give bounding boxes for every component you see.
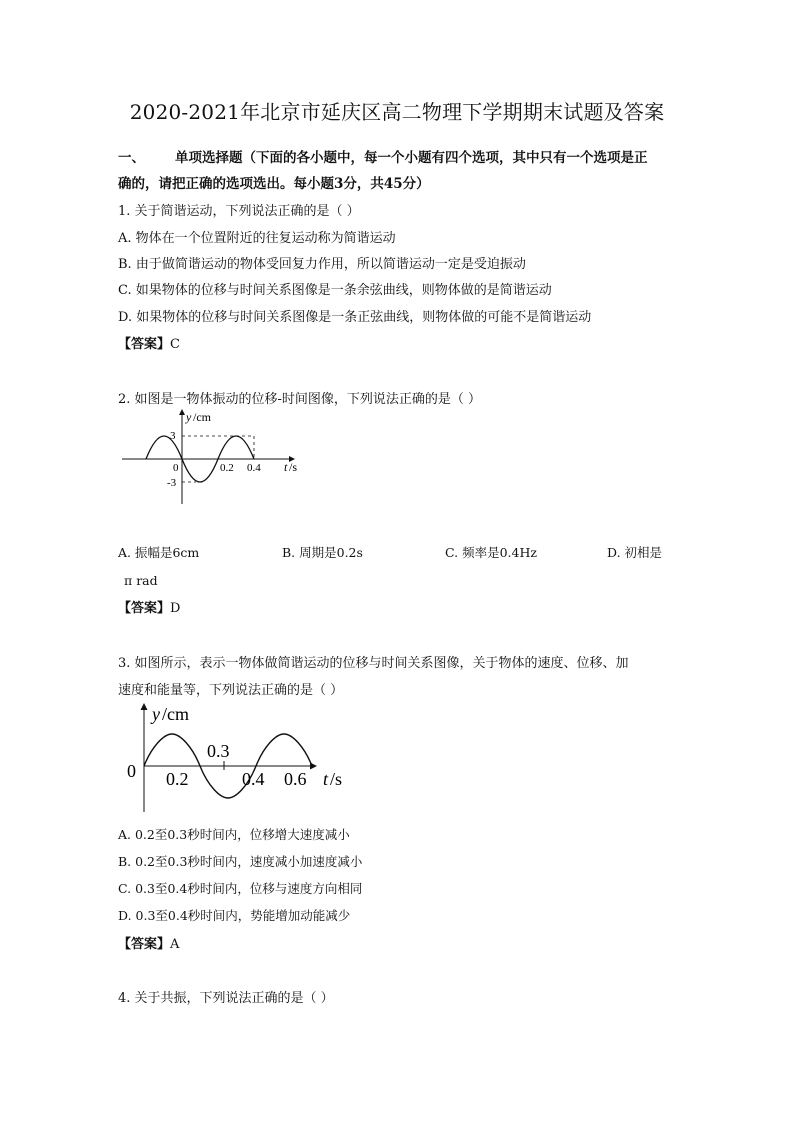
q2-option-b: B. 周期是0.2s [282, 545, 363, 560]
q3-y-label: y [152, 704, 160, 724]
q1-option-d: D. 如果物体的位移与时间关系图像是一条正弦曲线，则物体做的可能不是简谐运动 [118, 310, 592, 325]
q1-option-c: C. 如果物体的位移与时间关系图像是一条余弦曲线，则物体做的是简谐运动 [118, 283, 552, 298]
q1-option-a: A. 物体在一个位置附近的往复运动称为简谐运动 [118, 231, 396, 246]
q3-figure [120, 700, 352, 820]
q2-tick-0.2: 0.2 [220, 462, 234, 474]
q1-answer-label: 【答案】 [118, 337, 171, 352]
q2-tick-neg3: -3 [167, 477, 177, 489]
q2-x-label: t [284, 460, 288, 474]
section-heading-line1: 单项选择题（下面的各小题中，每一个小题有四个选项，其中只有一个选项是正 [175, 150, 648, 166]
q2-option-d: D. 初相是 [607, 545, 663, 560]
page-title: 2020-2021年北京市延庆区高二物理下学期期末试题及答案 [129, 100, 665, 124]
q2-tick-3: 3 [170, 430, 176, 442]
q2-y-label: y [186, 410, 192, 424]
q1-answer-value: C [170, 337, 180, 352]
q3-tick-0.3: 0.3 [207, 741, 230, 761]
q3-answer-value: A [170, 937, 180, 952]
q3-tick-0.2: 0.2 [166, 769, 189, 789]
q2-y-unit: /cm [193, 410, 211, 424]
section-heading-line2: 确的，请把正确的选项选出。每小题3分，共45分） [118, 176, 430, 192]
q2-option-c: C. 频率是0.4Hz [445, 545, 537, 560]
q3-origin: 0 [127, 761, 136, 781]
q3-tick-0.4: 0.4 [242, 769, 265, 789]
q1-stem: 1. 关于简谐运动，下列说法正确的是（ ） [118, 204, 360, 219]
q3-y-unit: /cm [162, 704, 189, 724]
q3-stem-line2: 速度和能量等，下列说法正确的是（ ） [118, 683, 344, 698]
q3-option-d: D. 0.3至0.4秒时间内，势能增加动能减少 [118, 908, 351, 923]
q2-tick-0.4: 0.4 [247, 462, 261, 474]
q3-stem-line1: 3. 如图所示，表示一物体做简谐运动的位移与时间关系图像，关于物体的速度、位移、加 [118, 656, 629, 671]
q1-answer [118, 333, 180, 352]
q1-option-b: B. 由于做简谐运动的物体受回复力作用，所以简谐运动一定是受迫振动 [118, 257, 526, 272]
q2-answer-label: 【答案】 [118, 601, 171, 616]
q3-option-a: A. 0.2至0.3秒时间内，位移增大速度减小 [118, 827, 350, 842]
q2-answer [118, 597, 180, 616]
q2-option-d-cont: π rad [124, 573, 158, 588]
q3-x-unit: /s [330, 769, 343, 789]
q3-answer-label: 【答案】 [118, 937, 171, 952]
q2-option-a: A. 振幅是6cm [118, 545, 200, 560]
q2-answer-value: D [170, 601, 181, 616]
q3-option-b: B. 0.2至0.3秒时间内，速度减小加速度减小 [118, 854, 363, 869]
q3-answer [118, 933, 179, 952]
q2-x-unit: /s [289, 460, 298, 474]
q2-stem: 2. 如图是一物体振动的位移-时间图像，下列说法正确的是（ ） [118, 392, 482, 407]
q2-figure [118, 408, 308, 508]
q3-tick-0.6: 0.6 [284, 769, 307, 789]
q4-stem: 4. 关于共振，下列说法正确的是（ ） [118, 991, 334, 1006]
q3-option-c: C. 0.3至0.4秒时间内，位移与速度方向相同 [118, 881, 363, 896]
q3-x-label: t [323, 769, 329, 789]
section-number: 一、 [118, 150, 145, 166]
q2-origin: 0 [173, 462, 179, 474]
